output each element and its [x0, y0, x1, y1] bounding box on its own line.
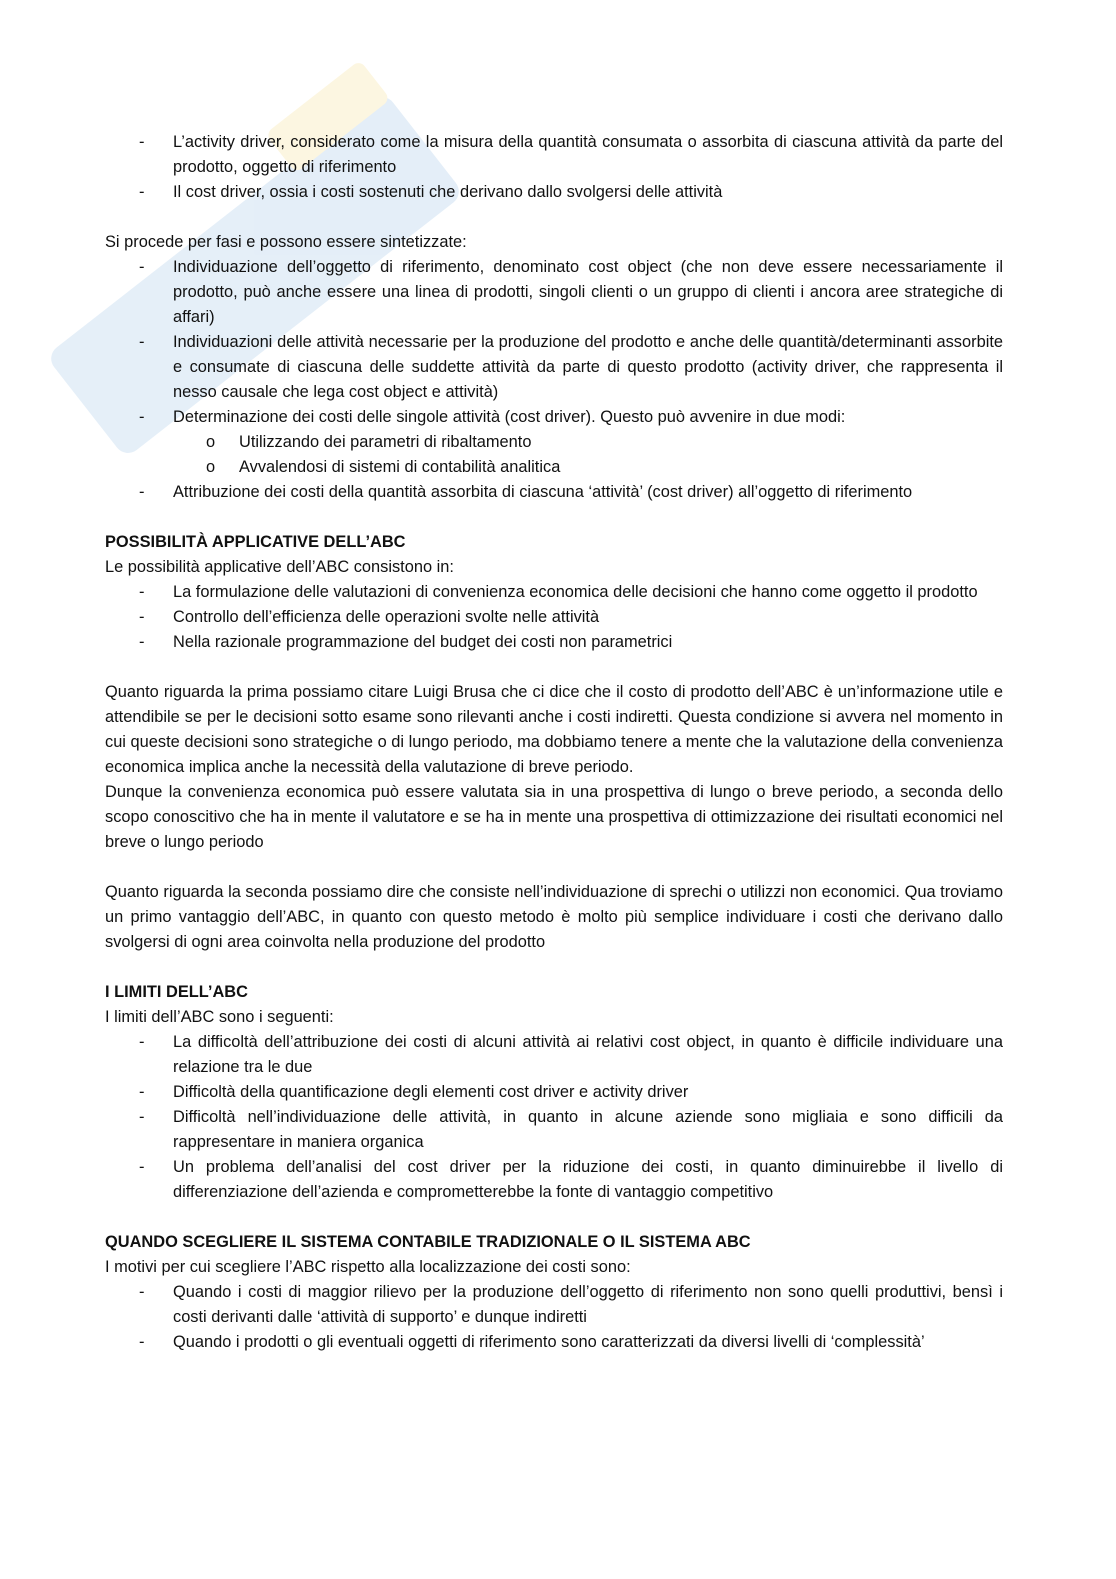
- text-span: Determinazione dei costi delle singole attività (cost driver). Questo può avvenire in due modi:: [173, 408, 846, 426]
- text-span: Un problema dell’analisi del cost driver per la riduzione dei costi, in quanto diminuirebbe il livello di differenziazione dell’azienda e comprometterebbe la fonte di vantaggio competitivo: [173, 1158, 1003, 1201]
- text-span: L’activity driver, considerato come la misura della quantità consumata o assorbita di ciascuna attività da parte del prodotto, oggetto di riferimento: [173, 133, 1003, 176]
- bullet-marker: -: [139, 133, 145, 151]
- bullet-marker: -: [139, 408, 145, 426]
- list-item: [105, 130, 1003, 180]
- section-heading-possibilita: POSSIBILITÀ APPLICATIVE DELL’ABC: [105, 533, 406, 551]
- list-item: [105, 580, 1003, 605]
- bullet-marker: -: [139, 1283, 145, 1301]
- list-item: [105, 1105, 1003, 1155]
- text-span: Controllo dell’efficienza delle operazioni svolte nelle attività: [173, 608, 600, 626]
- phases-list: [105, 255, 1003, 505]
- sub-list: [173, 430, 1003, 480]
- intro-list: [105, 130, 1003, 205]
- bullet-marker: -: [139, 1108, 145, 1126]
- bullet-marker: -: [139, 183, 145, 201]
- list-item: [105, 1030, 1003, 1080]
- bullet-marker: -: [139, 583, 145, 601]
- bullet-marker: -: [139, 258, 145, 276]
- list-item: [105, 180, 1003, 205]
- list-item: [105, 1280, 1003, 1330]
- sub-list-item: [173, 430, 1003, 455]
- paragraph: Dunque la convenienza economica può essere valutata sia in una prospettiva di lungo o breve periodo, a seconda dello scopo conoscitivo che ha in mente il valutatore e se ha in mente una prospettiva di ottimizzazione dei risultati economici nel breve o lungo periodo: [105, 783, 1003, 851]
- text-span: Nella razionale programmazione del budget dei costi non parametrici: [173, 633, 673, 651]
- list-item: [105, 330, 1003, 405]
- bullet-marker: -: [139, 1033, 145, 1051]
- list-item: [105, 605, 1003, 630]
- bullet-marker: -: [139, 608, 145, 626]
- paragraph: Quanto riguarda la seconda possiamo dire che consiste nell’individuazione di sprechi o utilizzi non economici. Qua troviamo un primo vantaggio dell’ABC, in quanto con questo metodo è molto più semplice individuare i costi che derivano dallo svolgersi di ogni area coinvolta nella produzione del prodotto: [105, 883, 1003, 951]
- possibilita-list: [105, 580, 1003, 655]
- bullet-marker: -: [139, 633, 145, 651]
- section-intro: I motivi per cui scegliere l’ABC rispetto alla localizzazione dei costi sono:: [105, 1258, 631, 1276]
- text-span: Difficoltà nell’individuazione delle attività, in quanto in alcune aziende sono migliaia e sono difficili da rappresentare in maniera organica: [173, 1108, 1003, 1151]
- list-item: [105, 1080, 1003, 1105]
- limiti-list: [105, 1030, 1003, 1205]
- text-span: Individuazioni delle attività necessarie per la produzione del prodotto e anche delle quantità/determinanti assorbite e consumate di ciascuna delle suddette attività da parte di questo prodotto (activity driver, che rappresenta il nesso causale che lega cost object e attività): [173, 333, 1003, 401]
- text-span: Difficoltà della quantificazione degli elementi cost driver e activity driver: [173, 1083, 689, 1101]
- text-span: Avvalendosi di sistemi di contabilità analitica: [239, 458, 561, 476]
- paragraph: Quanto riguarda la prima possiamo citare Luigi Brusa che ci dice che il costo di prodotto dell’ABC è un’informazione utile e attendibile se per le decisioni sotto esame sono rilevanti anche i costi indiretti. Questa condizione si avvera nel momento in cui queste decisioni sono strategiche o di lungo periodo, ma dobbiamo tenere a mente che la valutazione della convenienza economica implica anche la necessità della valutazione di breve periodo.: [105, 683, 1003, 776]
- list-item: [105, 1330, 1003, 1355]
- list-item: [105, 1155, 1003, 1205]
- list-item: [105, 480, 1003, 505]
- sub-list-item: [173, 455, 1003, 480]
- list-item: [105, 630, 1003, 655]
- bullet-marker: -: [139, 1083, 145, 1101]
- section-intro: I limiti dell’ABC sono i seguenti:: [105, 1008, 334, 1026]
- bullet-marker: -: [139, 1158, 145, 1176]
- bullet-marker: -: [139, 483, 145, 501]
- text-span: Quando i costi di maggior rilievo per la produzione dell’oggetto di riferimento non sono quelli produttivi, bensì i costi derivanti dalle ‘attività di supporto’ e dunque indiretti: [173, 1283, 1003, 1326]
- text-span: Il cost driver, ossia i costi sostenuti che derivano dallo svolgersi delle attività: [173, 183, 723, 201]
- text-span: Utilizzando dei parametri di ribaltamento: [239, 433, 532, 451]
- document-page: [105, 130, 1003, 1355]
- scelta-list: [105, 1280, 1003, 1355]
- bullet-marker: -: [139, 333, 145, 351]
- list-item: [105, 405, 1003, 480]
- bullet-marker: -: [139, 1333, 145, 1351]
- section-heading-limiti: I LIMITI DELL’ABC: [105, 983, 248, 1001]
- list-item: [105, 255, 1003, 330]
- text-span: Attribuzione dei costi della quantità assorbita di ciascuna ‘attività’ (cost driver) all’oggetto di riferimento: [173, 483, 913, 501]
- section-heading-scelta: QUANDO SCEGLIERE IL SISTEMA CONTABILE TRADIZIONALE O IL SISTEMA ABC: [105, 1233, 751, 1251]
- bullet-marker: o: [206, 458, 216, 476]
- phases-intro: Si procede per fasi e possono essere sintetizzate:: [105, 233, 467, 251]
- text-span: Quando i prodotti o gli eventuali oggetti di riferimento sono caratterizzati da diversi livelli di ‘complessità’: [173, 1333, 925, 1351]
- section-intro: Le possibilità applicative dell’ABC consistono in:: [105, 558, 454, 576]
- text-span: Individuazione dell’oggetto di riferimento, denominato cost object (che non deve essere necessariamente il prodotto, può anche essere una linea di prodotti, singoli clienti o un gruppo di clienti i ancora aree strategiche di affari): [173, 258, 1003, 326]
- text-span: La formulazione delle valutazioni di convenienza economica delle decisioni che hanno come oggetto il prodotto: [173, 583, 978, 601]
- text-span: La difficoltà dell’attribuzione dei costi di alcuni attività ai relativi cost object, in quanto è difficile individuare una relazione tra le due: [173, 1033, 1003, 1076]
- bullet-marker: o: [206, 433, 216, 451]
